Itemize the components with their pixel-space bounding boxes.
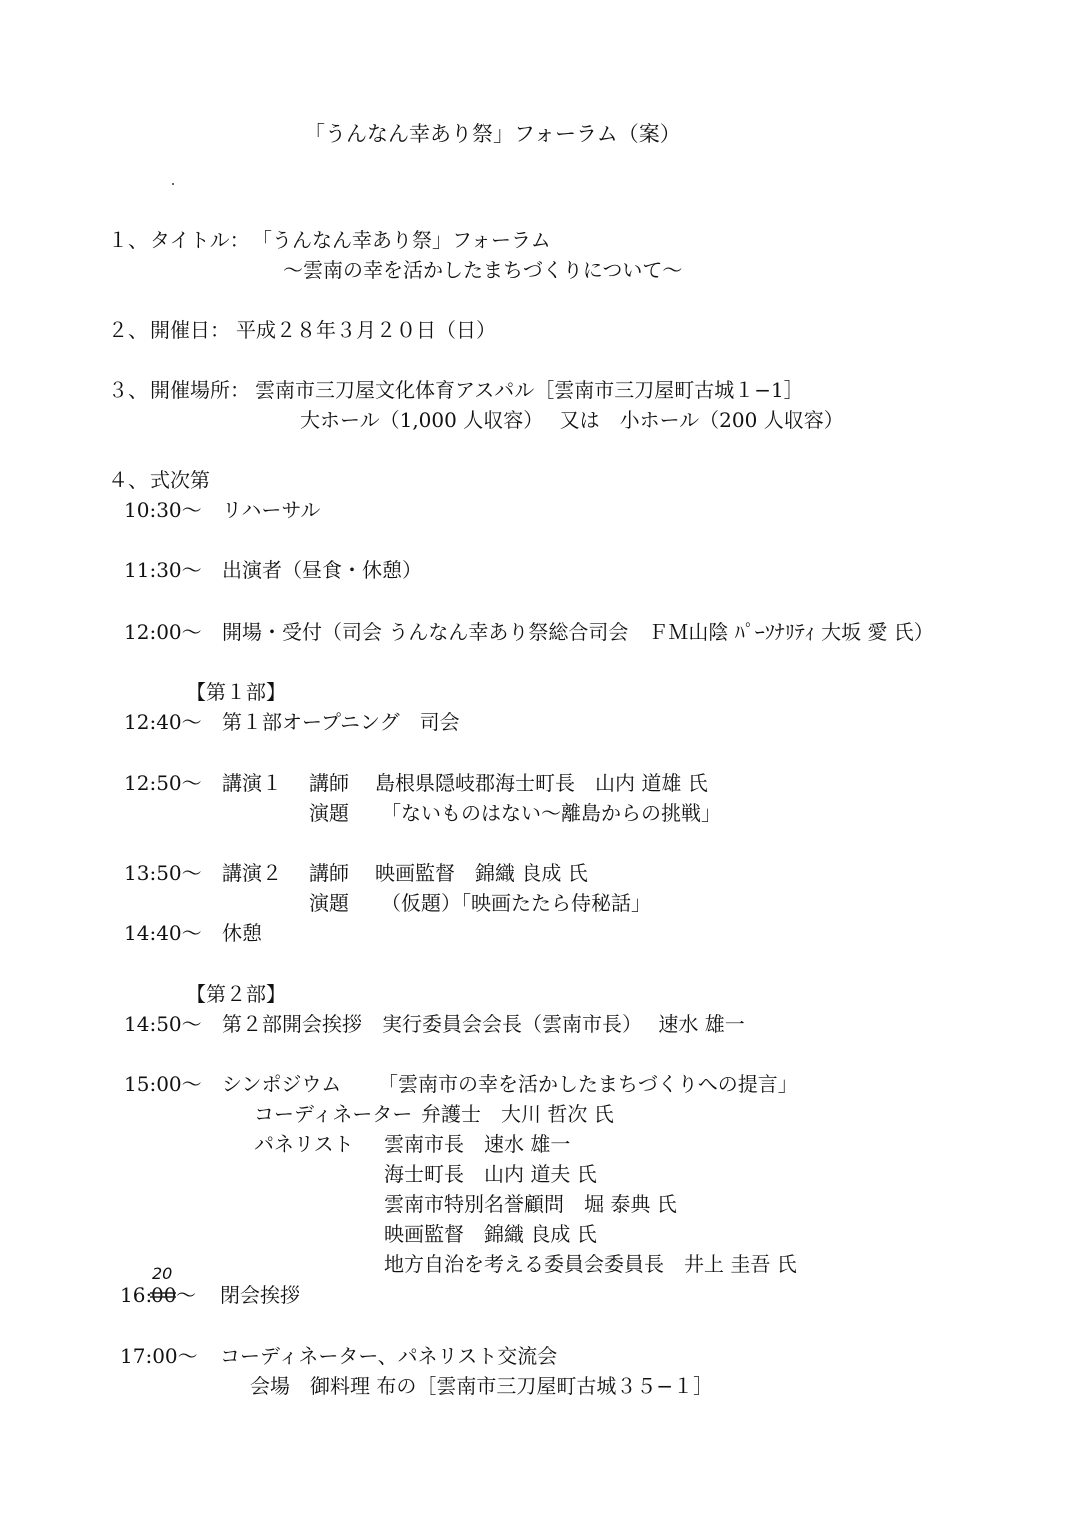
schedule-time: 14:50〜 bbox=[124, 1012, 202, 1036]
section-2-number: ２、 bbox=[108, 318, 148, 342]
part-1-heading: 【第１部】 bbox=[186, 680, 286, 704]
schedule-item: 休憩 bbox=[222, 921, 262, 945]
coordinator-label: コーディネーター bbox=[254, 1102, 413, 1126]
schedule-item: 第２部開会挨拶 実行委員会会長（雲南市長） 速水 雄一 bbox=[222, 1012, 745, 1036]
section-1-value: 「うんなん幸あり祭」フォーラム bbox=[252, 228, 551, 252]
schedule-time: 12:00〜 bbox=[124, 620, 202, 644]
strikethrough-mark bbox=[150, 1283, 176, 1307]
topic-label: 演題 bbox=[309, 891, 349, 915]
panelist-name: 地方自治を考える委員会委員長 井上 圭吾 氏 bbox=[384, 1252, 797, 1276]
panelist-name: 雲南市特別名誉顧問 堀 泰典 氏 bbox=[384, 1192, 677, 1216]
topic-label: 演題 bbox=[309, 801, 349, 825]
section-3-number: ３、 bbox=[108, 378, 148, 402]
schedule-time-hour: 16: bbox=[120, 1283, 153, 1307]
section-3-halls: 大ホール（1,000 人収容） 又は 小ホール（200 人収容） bbox=[300, 408, 844, 432]
schedule-time: 15:00〜 bbox=[124, 1072, 202, 1096]
schedule-item: 講演１ bbox=[222, 771, 282, 795]
part-2-heading: 【第２部】 bbox=[186, 982, 286, 1006]
schedule-item: 開場・受付（司会 うんなん幸あり祭総合司会 ＦＭ山陰 ﾊﾟｰｿﾅﾘﾃｨ 大坂 愛 氏） bbox=[222, 620, 934, 644]
schedule-time: 12:40〜 bbox=[124, 710, 202, 734]
section-1-number: １、 bbox=[108, 228, 148, 252]
handwritten-time-correction: 20 bbox=[152, 1264, 173, 1283]
schedule-time: 17:00〜 bbox=[120, 1344, 198, 1368]
page-title: 「うんなん幸あり祭」フォーラム（案） bbox=[304, 122, 681, 146]
schedule-item: 第１部オープニング 司会 bbox=[222, 710, 460, 734]
lecturer-name: 映画監督 錦織 良成 氏 bbox=[375, 861, 588, 885]
panelist-name: 映画監督 錦織 良成 氏 bbox=[384, 1222, 597, 1246]
topic-text: （仮題）「映画たたら侍秘話」 bbox=[381, 891, 651, 915]
section-3-venue: 雲南市三刀屋文化体育アスパル［雲南市三刀屋町古城１−1］ bbox=[255, 378, 804, 402]
panelist-name: 海士町長 山内 道夫 氏 bbox=[384, 1162, 597, 1186]
section-1-label: タイトル： bbox=[150, 228, 250, 252]
schedule-item: 講演２ bbox=[222, 861, 282, 885]
section-4-label: 式次第 bbox=[150, 468, 210, 492]
symposium-theme: 「雲南市の幸を活かしたまちづくりへの提言」 bbox=[378, 1072, 798, 1096]
lecturer-label: 講師 bbox=[309, 771, 349, 795]
schedule-item: リハーサル bbox=[222, 498, 321, 522]
section-4-number: ４、 bbox=[108, 468, 148, 492]
topic-text: 「ないものはない〜離島からの挑戦」 bbox=[381, 801, 721, 825]
schedule-item: シンポジウム bbox=[222, 1072, 342, 1096]
panelist-label: パネリスト bbox=[254, 1132, 354, 1156]
lecturer-name: 島根県隠岐郡海士町長 山内 道雄 氏 bbox=[375, 771, 708, 795]
schedule-item: 出演者（昼食・休憩） bbox=[222, 558, 422, 582]
schedule-item: 閉会挨拶 bbox=[220, 1283, 300, 1307]
section-2-label: 開催日： bbox=[150, 318, 230, 342]
schedule-item: コーディネーター、パネリスト交流会 bbox=[220, 1344, 558, 1368]
lecturer-label: 講師 bbox=[309, 861, 349, 885]
section-3-label: 開催場所： bbox=[150, 378, 250, 402]
reception-venue: 会場 御料理 布の［雲南市三刀屋町古城３５−１］ bbox=[250, 1374, 714, 1398]
section-2-value: 平成２８年３月２０日（日） bbox=[236, 318, 496, 342]
panelist-name: 雲南市長 速水 雄一 bbox=[384, 1132, 571, 1156]
schedule-time-tilde: 〜 bbox=[176, 1283, 196, 1307]
section-1-subtitle: 〜雲南の幸を活かしたまちづくりについて〜 bbox=[283, 258, 683, 282]
schedule-time: 14:40〜 bbox=[124, 921, 202, 945]
schedule-time: 11:30〜 bbox=[124, 558, 202, 582]
schedule-time: 13:50〜 bbox=[124, 861, 202, 885]
schedule-time-struck: 00 bbox=[151, 1283, 177, 1307]
schedule-time: 10:30〜 bbox=[124, 498, 202, 522]
schedule-time: 12:50〜 bbox=[124, 771, 202, 795]
scan-speck bbox=[172, 183, 174, 185]
coordinator-name: 弁護士 大川 哲次 氏 bbox=[421, 1102, 614, 1126]
